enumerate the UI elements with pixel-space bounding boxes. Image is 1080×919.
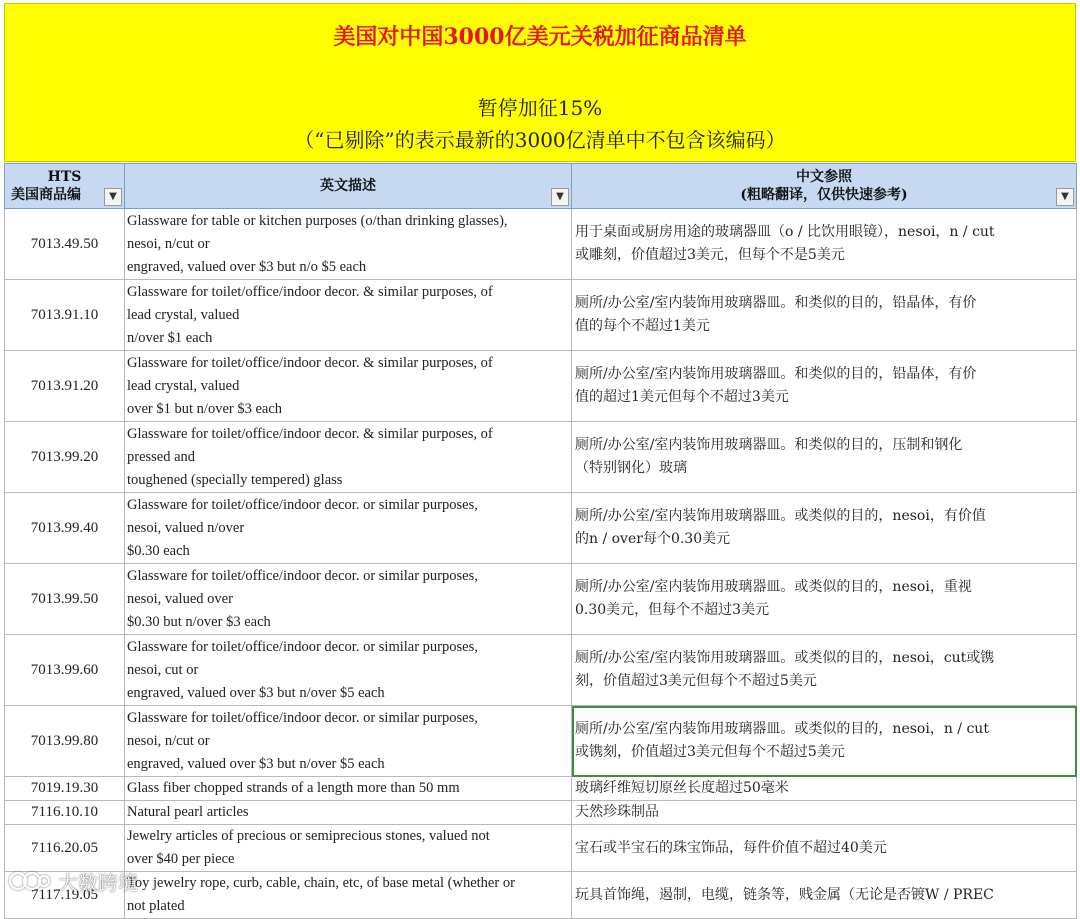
hts-code-cell[interactable]: 7013.91.10	[5, 280, 125, 351]
english-description-line: engraved, valued over $3 but n/over $5 each	[127, 755, 385, 772]
english-description-line: toughened (specially tempered) glass	[127, 471, 343, 488]
chinese-translation-line: 的n / over每个0.30美元	[575, 531, 731, 547]
chinese-translation-line: 或雕刻，价值超过3美元，但每个不是5美元	[575, 247, 845, 263]
hts-code-cell[interactable]: 7013.99.50	[5, 564, 125, 635]
english-description-line: nesoi, cut or	[127, 661, 199, 678]
header-hts-line2: 美国商品编	[11, 187, 81, 203]
english-description-line: Jewelry articles of precious or semiprecious stones, valued not	[127, 828, 490, 844]
english-description-line: Glassware for table or kitchen purposes (o/than drinking glasses),	[127, 212, 508, 229]
chinese-translation-cell[interactable]	[572, 351, 1077, 422]
english-description-cell[interactable]	[125, 493, 572, 564]
chinese-translation-line: 玩具首饰绳，遏制，电缆，链条等，贱金属（无论是否镀W / PREC	[575, 886, 994, 903]
english-description-line: Natural pearl articles	[127, 804, 249, 820]
chinese-translation-line: 厕所/办公室/室内装饰用玻璃器皿。和类似的目的，铅晶体，有价	[575, 295, 977, 311]
chinese-translation-line: 用于桌面或厨房用途的玻璃器皿（o / 比饮用眼镜），nesoi，n / cut	[575, 224, 995, 240]
english-description-line: Glassware for toilet/office/indoor decor. or similar purposes,	[127, 496, 478, 513]
english-description-line: Glassware for toilet/office/indoor decor. & similar purposes, of	[127, 283, 493, 300]
english-description-line: n/over $1 each	[127, 329, 213, 346]
table-row	[5, 280, 1077, 351]
english-description-cell[interactable]	[125, 564, 572, 635]
english-description-line: engraved, valued over $3 but n/o $5 each	[127, 258, 367, 275]
hts-code-cell[interactable]: 7013.99.20	[5, 422, 125, 493]
filter-dropdown-icon[interactable]: ▼	[1056, 188, 1074, 206]
english-description-line: $0.30 each	[127, 542, 190, 559]
chinese-translation-line: 或镌刻，价值超过3美元但每个不超过5美元	[575, 744, 845, 760]
chinese-translation-line: 值的超过1美元但每个不超过3美元	[575, 389, 789, 405]
header-hts	[5, 164, 125, 209]
chinese-translation-line: 刻，价值超过3美元但每个不超过5美元	[575, 673, 817, 689]
chinese-translation-cell[interactable]	[572, 280, 1077, 351]
header-chinese-line2: (粗略翻译，仅供快速参考)	[740, 187, 908, 203]
table-row	[5, 706, 1077, 777]
header-chinese-line1: 中文参照	[796, 169, 852, 185]
chinese-translation-cell[interactable]	[572, 777, 1077, 801]
chinese-translation-cell[interactable]	[572, 564, 1077, 635]
hts-code-cell[interactable]: 7116.20.05	[5, 825, 125, 872]
hts-code-cell[interactable]: 7013.49.50	[5, 209, 125, 280]
filter-dropdown-icon[interactable]: ▼	[551, 188, 569, 206]
header-english-label: 英文描述	[320, 178, 376, 194]
english-description-line: nesoi, valued over	[127, 590, 233, 607]
english-description-line: Glassware for toilet/office/indoor decor. & similar purposes, of	[127, 425, 493, 442]
english-description-cell[interactable]	[125, 635, 572, 706]
english-description-line: nesoi, n/cut or	[127, 235, 210, 252]
filter-dropdown-icon[interactable]: ▼	[104, 188, 122, 206]
header-hts-line1: HTS	[47, 169, 82, 185]
chinese-translation-cell[interactable]	[572, 801, 1077, 825]
english-description-line: not plated	[127, 898, 185, 914]
table-row	[5, 493, 1077, 564]
hts-code-cell[interactable]: 7019.19.30	[5, 777, 125, 801]
english-description-line: lead crystal, valued	[127, 306, 240, 323]
table-body	[5, 209, 1077, 919]
english-description-cell[interactable]	[125, 801, 572, 825]
hts-code-cell[interactable]: 7013.99.60	[5, 635, 125, 706]
english-description-line: Glassware for toilet/office/indoor decor. or similar purposes,	[127, 638, 478, 655]
english-description-line: engraved, valued over $3 but n/over $5 each	[127, 684, 385, 701]
english-description-line: pressed and	[127, 448, 196, 465]
table-row	[5, 564, 1077, 635]
english-description-line: nesoi, valued n/over	[127, 519, 245, 536]
tariff-status: 暂停加征15%	[477, 96, 603, 120]
english-description-line: Glass fiber chopped strands of a length more than 50 mm	[127, 780, 460, 796]
brand-watermark	[8, 866, 138, 896]
english-description-line: Glassware for toilet/office/indoor decor. & similar purposes, of	[127, 354, 493, 371]
sheet-title: 美国对中国3000亿美元关税加征商品清单	[333, 24, 747, 50]
table-row	[5, 209, 1077, 280]
chinese-translation-line: 厕所/办公室/室内装饰用玻璃器皿。和类似的目的，铅晶体，有价	[575, 366, 977, 382]
chinese-translation-line: 厕所/办公室/室内装饰用玻璃器皿。或类似的目的，nesoi，重视	[575, 579, 972, 595]
chinese-translation-line: 厕所/办公室/室内装饰用玻璃器皿。和类似的目的，压制和钢化	[575, 437, 963, 453]
removal-note: （“已剔除”的表示最新的3000亿清单中不包含该编码）	[294, 128, 786, 152]
brand-logo-icon	[8, 868, 52, 894]
english-description-cell[interactable]	[125, 872, 572, 919]
table-row	[5, 635, 1077, 706]
chinese-translation-cell[interactable]	[572, 493, 1077, 564]
table-row	[5, 351, 1077, 422]
english-description-line: Toy jewelry rope, curb, cable, chain, etc, of base metal (whether or	[127, 875, 515, 891]
chinese-translation-cell[interactable]	[572, 825, 1077, 872]
english-description-cell[interactable]	[125, 351, 572, 422]
english-description-line: $0.30 but n/over $3 each	[127, 613, 271, 630]
watermark-text: 大数跨境	[58, 870, 138, 895]
english-description-cell[interactable]	[125, 706, 572, 777]
english-description-cell[interactable]	[125, 777, 572, 801]
english-description-cell[interactable]	[125, 422, 572, 493]
chinese-translation-line: 值的每个不超过1美元	[575, 318, 710, 334]
hts-code-cell[interactable]: 7013.99.40	[5, 493, 125, 564]
hts-code-cell[interactable]: 7013.99.80	[5, 706, 125, 777]
hts-code-cell[interactable]: 7116.10.10	[5, 801, 125, 825]
english-description-line: Glassware for toilet/office/indoor decor. or similar purposes,	[127, 567, 478, 584]
tariff-table	[4, 163, 1077, 919]
chinese-translation-cell[interactable]	[572, 706, 1077, 777]
chinese-translation-line: 厕所/办公室/室内装饰用玻璃器皿。或类似的目的，nesoi，有价值	[575, 508, 986, 524]
header-chinese	[572, 164, 1077, 209]
chinese-translation-line: 0.30美元，但每个不超过3美元	[575, 602, 770, 618]
english-description-cell[interactable]	[125, 280, 572, 351]
table-row	[5, 801, 1077, 825]
english-description-line: over $1 but n/over $3 each	[127, 400, 283, 417]
table-row	[5, 777, 1077, 801]
english-description-line: lead crystal, valued	[127, 377, 240, 394]
english-description-line: Glassware for toilet/office/indoor decor. or similar purposes,	[127, 709, 478, 726]
chinese-translation-line: 玻璃纤维短切原丝长度超过50毫米	[575, 780, 789, 796]
table-row	[5, 872, 1077, 919]
header-english	[125, 164, 572, 209]
table-row	[5, 422, 1077, 493]
hts-code-cell[interactable]: 7013.91.20	[5, 351, 125, 422]
chinese-translation-cell[interactable]	[572, 635, 1077, 706]
chinese-translation-line: （特别钢化）玻璃	[575, 460, 687, 476]
chinese-translation-line: 宝石或半宝石的珠宝饰品，每件价值不超过40美元	[575, 839, 887, 856]
english-description-cell[interactable]	[125, 209, 572, 280]
chinese-translation-cell[interactable]	[572, 872, 1077, 919]
chinese-translation-cell[interactable]	[572, 209, 1077, 280]
english-description-cell[interactable]	[125, 825, 572, 872]
header-row	[5, 164, 1077, 209]
english-description-line: over $40 per piece	[127, 851, 235, 867]
chinese-translation-line: 厕所/办公室/室内装饰用玻璃器皿。或类似的目的，nesoi，n / cut	[575, 721, 989, 737]
english-description-line: nesoi, n/cut or	[127, 732, 210, 749]
chinese-translation-cell[interactable]	[572, 422, 1077, 493]
chinese-translation-line: 厕所/办公室/室内装饰用玻璃器皿。或类似的目的，nesoi，cut或镌	[575, 650, 995, 666]
chinese-translation-line: 天然珍珠制品	[575, 804, 659, 820]
table-row	[5, 825, 1077, 872]
title-banner	[4, 3, 1076, 162]
hts-code-cell[interactable]: 7117.19.05	[5, 872, 125, 919]
